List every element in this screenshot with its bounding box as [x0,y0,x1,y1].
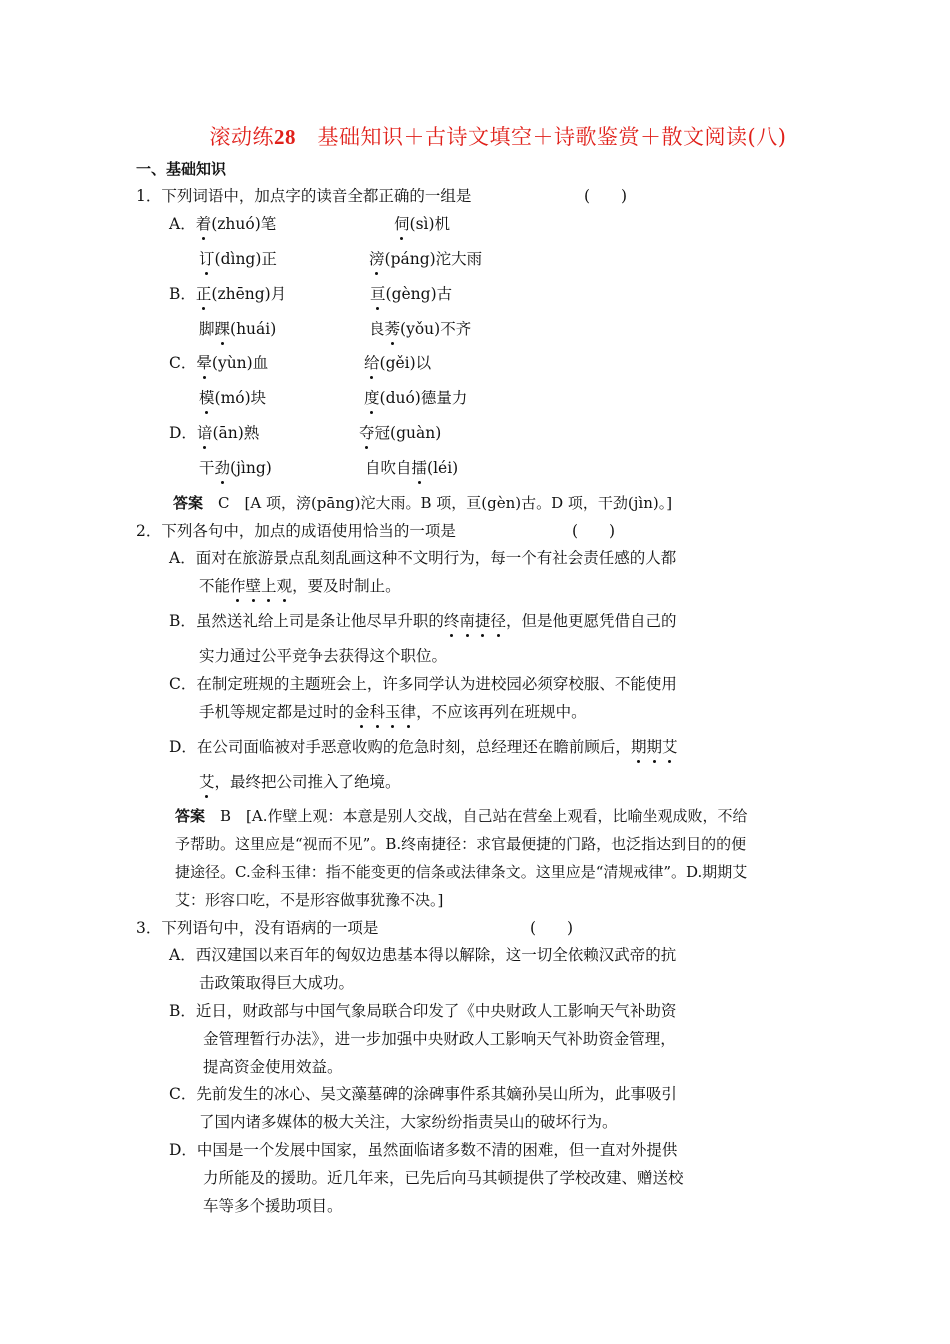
q1-b4-pre: 良 [369,320,385,338]
dotted-char: 谙 [196,424,213,442]
q1-c2-text: (gěi)以 [379,354,432,372]
q2-answer-line1 [175,806,813,826]
question-2-stem: 2．下列各句中，加点的成语使用恰当的一项是 [136,522,456,540]
question-3-stem: 3．下列语句中，没有语病的一项是 [136,919,379,937]
q1-answer [173,493,672,513]
dotted-char: 期 [646,738,662,756]
q1-option-d [169,423,259,443]
dotted-char: 劲 [214,459,231,477]
title-rest: 基础知识＋古诗文填空＋诗歌鉴赏＋散文阅读(八) [296,125,787,149]
q1-c-label: C． [169,354,197,372]
q1-c2 [364,353,431,373]
q2-answer-paren: ( ) [572,522,616,540]
q2-d-pre: D．在公司面临被对手恶意收购的危急时刻，总经理还在瞻前顾后， [169,738,631,756]
q3-option-b-line1: B．近日，财政部与中国气象局联合印发了《中央财政人工影响天气补助资 [169,1002,677,1020]
dotted-char: 艾 [661,738,678,756]
dotted-char: 踝 [214,320,231,338]
q1-a2 [394,214,450,234]
q3-option-d-line2: 力所能及的援助。近几年来，已先后向马其顿提供了学校改建、赠送校 [203,1169,684,1187]
q3-option-a-line2: 击政策取得巨大成功。 [199,974,355,992]
q1-b3 [199,319,276,339]
q1-d3-text: (jìng) [230,459,272,477]
page-title [0,121,950,151]
title-number: 28 [274,125,297,149]
dotted-char: 科 [369,703,386,721]
q1-d3 [199,458,272,478]
q1-b3-text: (huái) [230,320,277,338]
q1-a4 [369,249,482,269]
q1-a3 [199,249,277,269]
dotted-char: 滂 [369,250,385,268]
q2-answer-line4: 艾：形容口吃，不是形容做事犹豫不决。] [175,891,444,909]
dotted-char: 亘 [370,285,386,303]
section-heading: 一、基础知识 [136,160,227,178]
dotted-char: 模 [199,389,215,407]
q2-c-post: ，不应该再列在班规中。 [416,703,587,721]
q2-b-pre: B．虽然送礼给上司是条让他尽早升职的 [169,612,444,630]
q1-d3-pre: 干 [199,459,215,477]
answer-label: 答案 [175,807,206,825]
q2-option-d-line2 [199,772,401,792]
q1-c4-text: (duó)德量力 [379,389,468,407]
q1-c3-text: (mó)块 [214,389,267,407]
q2-option-c-line1: C．在制定班规的主题班会上，许多同学认为进校园必须穿校服、不能使用 [169,675,677,693]
q2-answer-line2: 予帮助。这里应是“视而不见”。B.终南捷径：求官最便捷的门路，也泛指达到目的的便 [175,835,747,853]
q1-c3 [199,388,266,408]
q1-a4-text: (páng)沱大雨 [384,250,483,268]
q3-option-d-line1: D．中国是一个发展中国家，虽然面临诸多数不清的困难，但一直对外提供 [169,1141,678,1159]
q3-option-d-line3: 车等多个援助项目。 [203,1197,343,1215]
q1-d4-pre: 自吹自 [365,459,412,477]
dotted-char: 律 [400,703,417,721]
q1-c4 [364,388,467,408]
q3-option-c-line2: 了国内诸多媒体的极大关注，大家纷纷指责吴山的破坏行为。 [199,1113,618,1131]
q2-option-b-line2: 实力通过公平竞争去获得这个职位。 [199,647,448,665]
q1-option-a [169,214,276,234]
q1-a1-text: (zhuó)笔 [211,215,277,233]
q2-answer-text: B [A.作壁上观：本意是别人交战，自己站在营垒上观看，比喻坐观成败，不给 [205,807,748,825]
dotted-char: 夺 [359,424,375,442]
answer-label: 答案 [173,494,204,512]
q1-b2 [370,284,452,304]
q3-option-a-line1: A．西汉建国以来百年的匈奴边患基本得以解除，这一切全依赖汉武帝的抗 [169,946,677,964]
dotted-char: 伺 [394,215,410,233]
dotted-char: 观 [276,577,293,595]
q1-stem-text: 1．下列词语中，加点字的读音全都正确的一组是 [136,187,472,205]
title-prefix: 滚动练 [209,125,275,149]
q2-b-post: ，但是他更愿凭借自己的 [505,612,677,630]
dotted-char: 艾 [199,773,215,791]
q1-c1-text: (yùn)血 [211,354,269,372]
q1-a2-text: (sì)机 [409,215,451,233]
q1-a3-text: (dìng)正 [214,250,277,268]
dotted-char: 正 [195,285,212,303]
q1-option-c [169,353,268,373]
q3-option-c-line1: C．先前发生的冰心、吴文藻墓碑的涂碑事件系其嫡孙吴山所为，此事吸引 [169,1085,677,1103]
dotted-char: 期 [630,738,647,756]
q1-b1-text: (zhēng)月 [211,285,287,303]
q2-d-post: ，最终把公司推入了绝境。 [214,773,401,791]
q2-c-pre: 手机等规定都是过时的 [199,703,355,721]
q1-a-label: A． [169,215,196,233]
dotted-char: 金 [354,703,370,721]
q2-option-a-line1: A．面对在旅游景点乱刻乱画这种不文明行为，每一个有社会责任感的人都 [169,549,677,567]
q3-answer-paren: ( ) [530,919,574,937]
dotted-char: 南 [459,612,475,630]
dotted-char: 莠 [384,320,401,338]
q1-answer-paren: ( ) [584,187,628,205]
q1-d1-text: (ān)熟 [212,424,260,442]
q1-d2-text: 冠(guàn) [374,424,442,442]
dotted-char: 玉 [385,703,401,721]
q1-b3-pre: 脚 [199,320,215,338]
q2-option-a-line2 [199,576,401,596]
dotted-char: 径 [490,612,506,630]
q1-b-label: B． [169,285,196,303]
dotted-char: 度 [364,389,380,407]
q1-b2-text: (gèng)古 [385,285,453,303]
q2-answer-line3: 捷途径。C.金科玉律：指不能变更的信条或法律条文。这里应是“清规戒律”。D.期期艾 [175,863,748,881]
q3-option-b-line2: 金管理暂行办法》，进一步加强中央财政人工影响天气补助资金管理， [203,1030,676,1048]
q1-b4 [369,319,471,339]
q1-option-b [169,284,286,304]
q1-d4 [365,458,458,478]
q2-a-post: ，要及时制止。 [292,577,401,595]
dotted-char: 给 [364,354,380,372]
q2-option-c-line2 [199,702,587,722]
dotted-char: 壁 [245,577,262,595]
dotted-char: 终 [443,612,460,630]
dotted-char: 订 [199,250,215,268]
q1-d4-text: (léi) [427,459,459,477]
q1-d2 [359,423,441,443]
dotted-char: 上 [261,577,277,595]
q2-option-b-line1 [169,611,676,631]
dotted-char: 作 [230,577,246,595]
dotted-char: 晕 [196,354,212,372]
q2-a-pre: 不能 [199,577,231,595]
dotted-char: 擂 [411,459,428,477]
dotted-char: 着 [195,215,212,233]
q1-b4-text: (yǒu)不齐 [400,320,472,338]
question-1-stem [136,186,471,206]
q1-d-label: D． [169,424,197,442]
dotted-char: 捷 [474,612,491,630]
q1-answer-text: C [A 项，滂(pāng)沱大雨。B 项，亘(gèn)古。D 项，干劲(jìn)。] [203,494,673,512]
q3-option-b-line3: 提高资金使用效益。 [203,1058,343,1076]
q2-option-d-line1 [169,737,677,757]
